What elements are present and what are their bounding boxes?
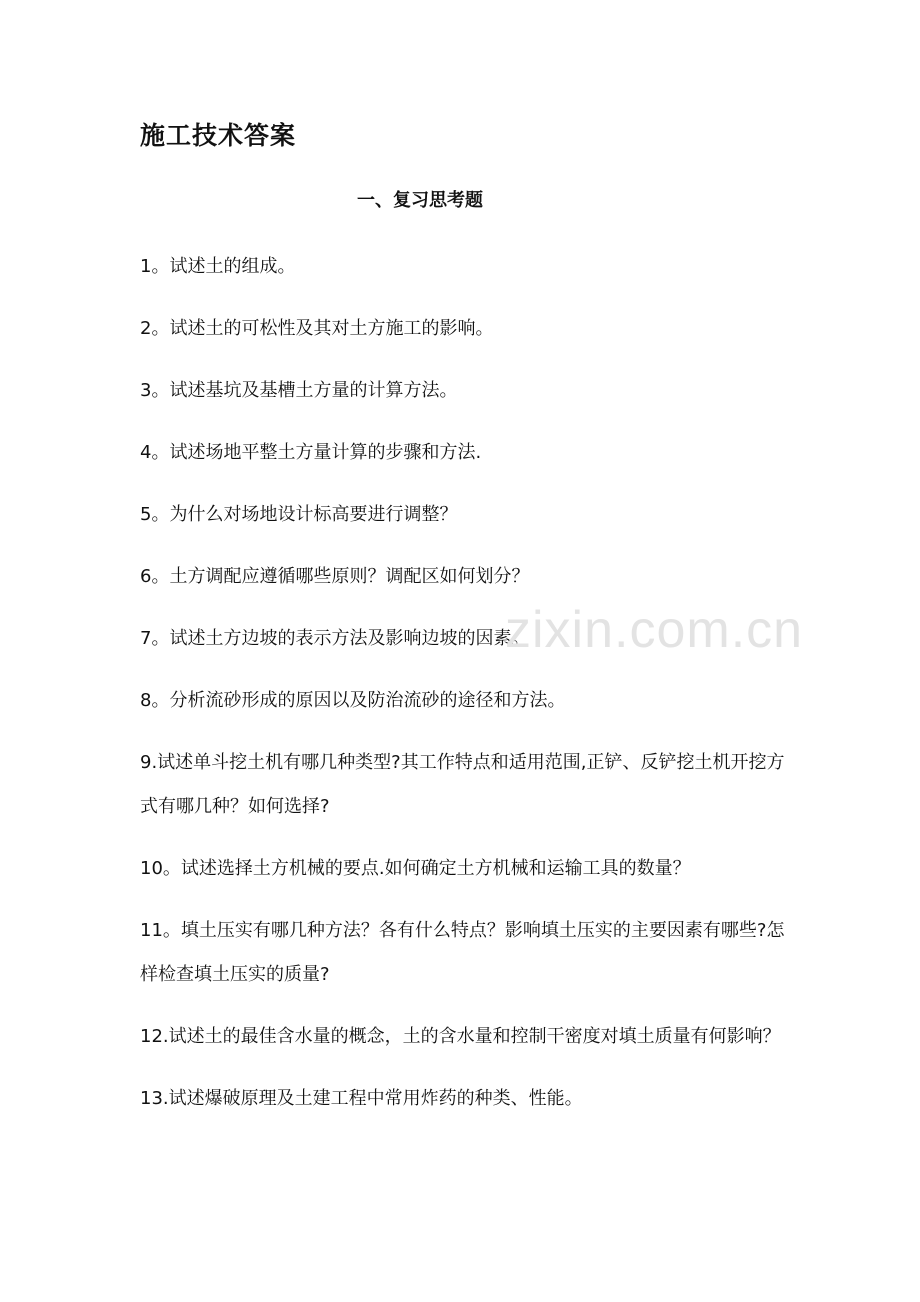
question-item: 8。分析流砂形成的原因以及防治流砂的途径和方法。	[140, 690, 566, 711]
question-item: 10。试述选择土方机械的要点.如何确定土方机械和运输工具的数量？	[140, 858, 691, 879]
section-heading: 一、复习思考题	[357, 190, 483, 211]
question-item: 13.试述爆破原理及土建工程中常用炸药的种类、性能。	[140, 1088, 583, 1109]
question-item: 4。试述场地平整土方量计算的步骤和方法.	[140, 442, 482, 463]
question-item: 6。土方调配应遵循哪些原则？调配区如何划分？	[140, 566, 530, 587]
question-item: 5。为什么对场地设计标高要进行调整？	[140, 504, 458, 525]
watermark: zixin.com.cn	[505, 601, 804, 659]
question-item: 12.试述土的最佳含水量的概念，土的含水量和控制干密度对填土质量有何影响？	[140, 1026, 781, 1047]
question-list	[140, 252, 790, 1146]
question-item: 9.试述单斗挖土机有哪几种类型?其工作特点和适用范围,正铲、反铲挖土机开挖方式有哪几种？如何选择?	[140, 752, 785, 817]
question-item: 2。试述土的可松性及其对土方施工的影响。	[140, 318, 494, 339]
question-item: 1。试述土的组成。	[140, 256, 296, 277]
question-item: 7。试述土方边坡的表示方法及影响边坡的因素。	[140, 628, 530, 649]
document-title: 施工技术答案	[140, 121, 297, 150]
question-item: 3。试述基坑及基槽土方量的计算方法。	[140, 380, 458, 401]
question-item: 11。填土压实有哪几种方法？各有什么特点？影响填土压实的主要因素有哪些?怎样检查填土压实的质量?	[140, 920, 785, 985]
